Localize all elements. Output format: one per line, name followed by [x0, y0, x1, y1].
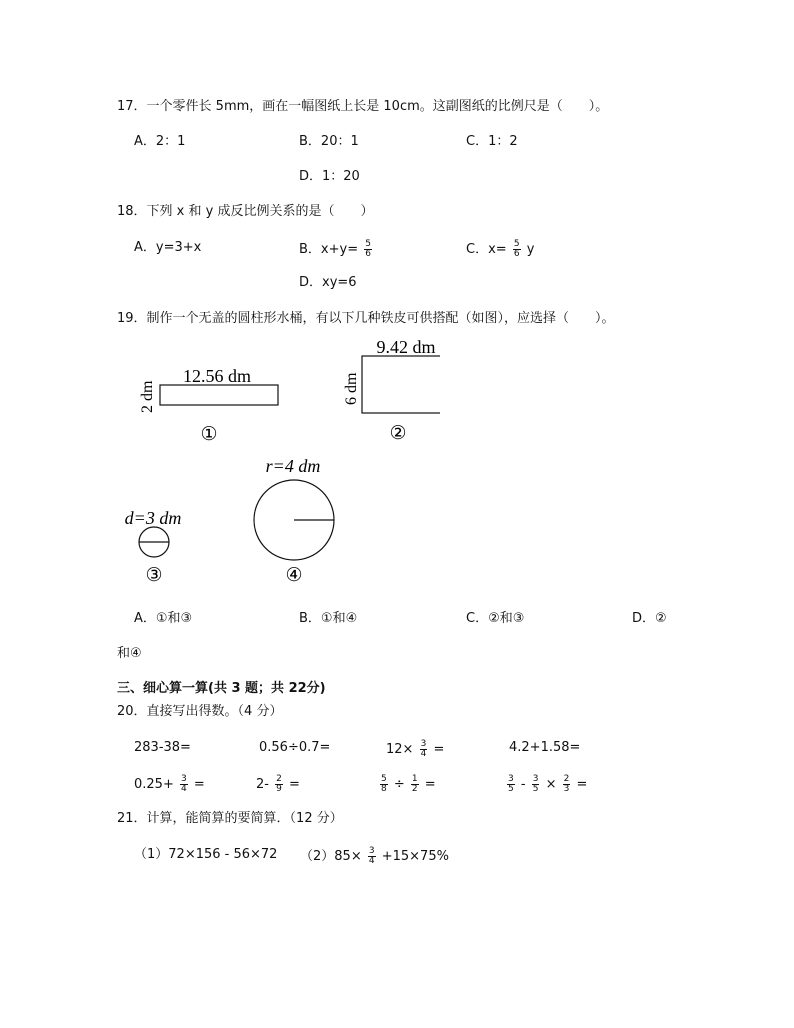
fig1-rectangle	[160, 385, 278, 405]
q20-expr-8: $\frac{3}{5}$ - $\frac{3}{5}$ × $\frac{2}{3}$ =	[508, 774, 588, 794]
q18-stem: 18．下列 x 和 y 成反比例关系的是（ ）	[117, 204, 374, 219]
q21-stem: 21．计算，能简算的要简算．（12 分）	[117, 811, 343, 826]
q17-option-d[interactable]: D．1：20	[299, 169, 360, 184]
q17-option-b[interactable]: B．20：1	[299, 134, 359, 149]
fig3-number: ③	[145, 565, 163, 586]
q17-stem: 17．一个零件长 5mm，画在一幅图纸上长是 10cm。这副图纸的比例尺是（ ）。	[117, 99, 609, 114]
fig2-width-label: 9.42 dm	[376, 337, 436, 357]
fraction: $\frac{2}{3}$	[563, 774, 570, 794]
fig4-dim-label: r=4 dm	[265, 456, 321, 476]
fraction: $\frac{5}{8}$	[381, 774, 387, 794]
fig1-width-label: 12.56 dm	[182, 366, 252, 386]
fig4-number: ④	[285, 565, 303, 586]
fraction: $\frac{3}{5}$	[508, 774, 514, 794]
q18-option-b[interactable]	[299, 240, 374, 259]
fraction: $\frac{3}{4}$	[180, 774, 187, 794]
q20-expr-7: $\frac{5}{8}$ ÷ $\frac{1}{2}$ =	[381, 774, 436, 794]
q18-option-b-fraction: $\frac{5}{6}$	[365, 239, 371, 259]
fraction: $\frac{3}{5}$	[532, 774, 539, 794]
q18-option-c-fraction: $\frac{5}{6}$	[513, 239, 520, 259]
fig2-height-label: 6 dm	[343, 372, 360, 405]
q18-option-c-prefix: C．x=	[466, 242, 507, 257]
q19-option-b[interactable]: B．①和④	[299, 611, 358, 626]
fig1-height-label: 2 dm	[139, 380, 156, 413]
fig3-dim-label: d=3 dm	[124, 508, 182, 528]
q18-option-b-prefix: B．x+y=	[299, 242, 359, 257]
section3-heading: 三、细心算一算(共 3 题；共 22分)	[117, 681, 326, 696]
q20-expr-2: 0.56÷0.7=	[259, 740, 331, 755]
q19-figure	[120, 332, 440, 594]
q18-option-c[interactable]	[466, 240, 534, 259]
q18-option-a[interactable]: A．y=3+x	[134, 240, 202, 255]
fig2-number: ②	[389, 423, 407, 444]
q20-expr-3: 12× $\frac{3}{4}$ =	[386, 739, 445, 759]
q18-option-d[interactable]: D．xy=6	[299, 275, 357, 290]
q20-expr-4: 4.2+1.58=	[509, 740, 581, 755]
q17-option-a[interactable]: A．2：1	[134, 134, 186, 149]
fraction: $\frac{2}{9}$	[276, 774, 282, 794]
q19-stem: 19．制作一个无盖的圆柱形水桶，有以下几种铁皮可供搭配（如图），应选择（ ）。	[117, 311, 615, 326]
q20-expr-6: 2- $\frac{2}{9}$ =	[256, 774, 300, 794]
q19-option-a[interactable]: A．①和③	[134, 611, 193, 626]
q17-option-c[interactable]: C．1：2	[466, 134, 518, 149]
q19-option-d[interactable]: D．②	[632, 611, 667, 626]
fraction: $\frac{3}{4}$	[368, 846, 375, 866]
q20-expr-1: 283-38=	[134, 740, 191, 755]
fig2-rectangle	[362, 356, 440, 413]
q18-option-c-suffix: y	[526, 242, 535, 257]
q19-option-d-continued: 和④	[117, 646, 142, 661]
q20-stem: 20．直接写出得数。（4 分）	[117, 704, 283, 719]
q20-expr-5: 0.25+ $\frac{3}{4}$ =	[134, 774, 205, 794]
q21-part-1: （1）72×156 - 56×72	[134, 847, 278, 862]
fraction: $\frac{3}{4}$	[420, 739, 427, 759]
q19-option-c[interactable]: C．②和③	[466, 611, 525, 626]
q21-part-2: （2）85× $\frac{3}{4}$ +15×75%	[300, 846, 449, 866]
fraction: $\frac{1}{2}$	[411, 774, 418, 794]
fig1-number: ①	[200, 424, 218, 445]
